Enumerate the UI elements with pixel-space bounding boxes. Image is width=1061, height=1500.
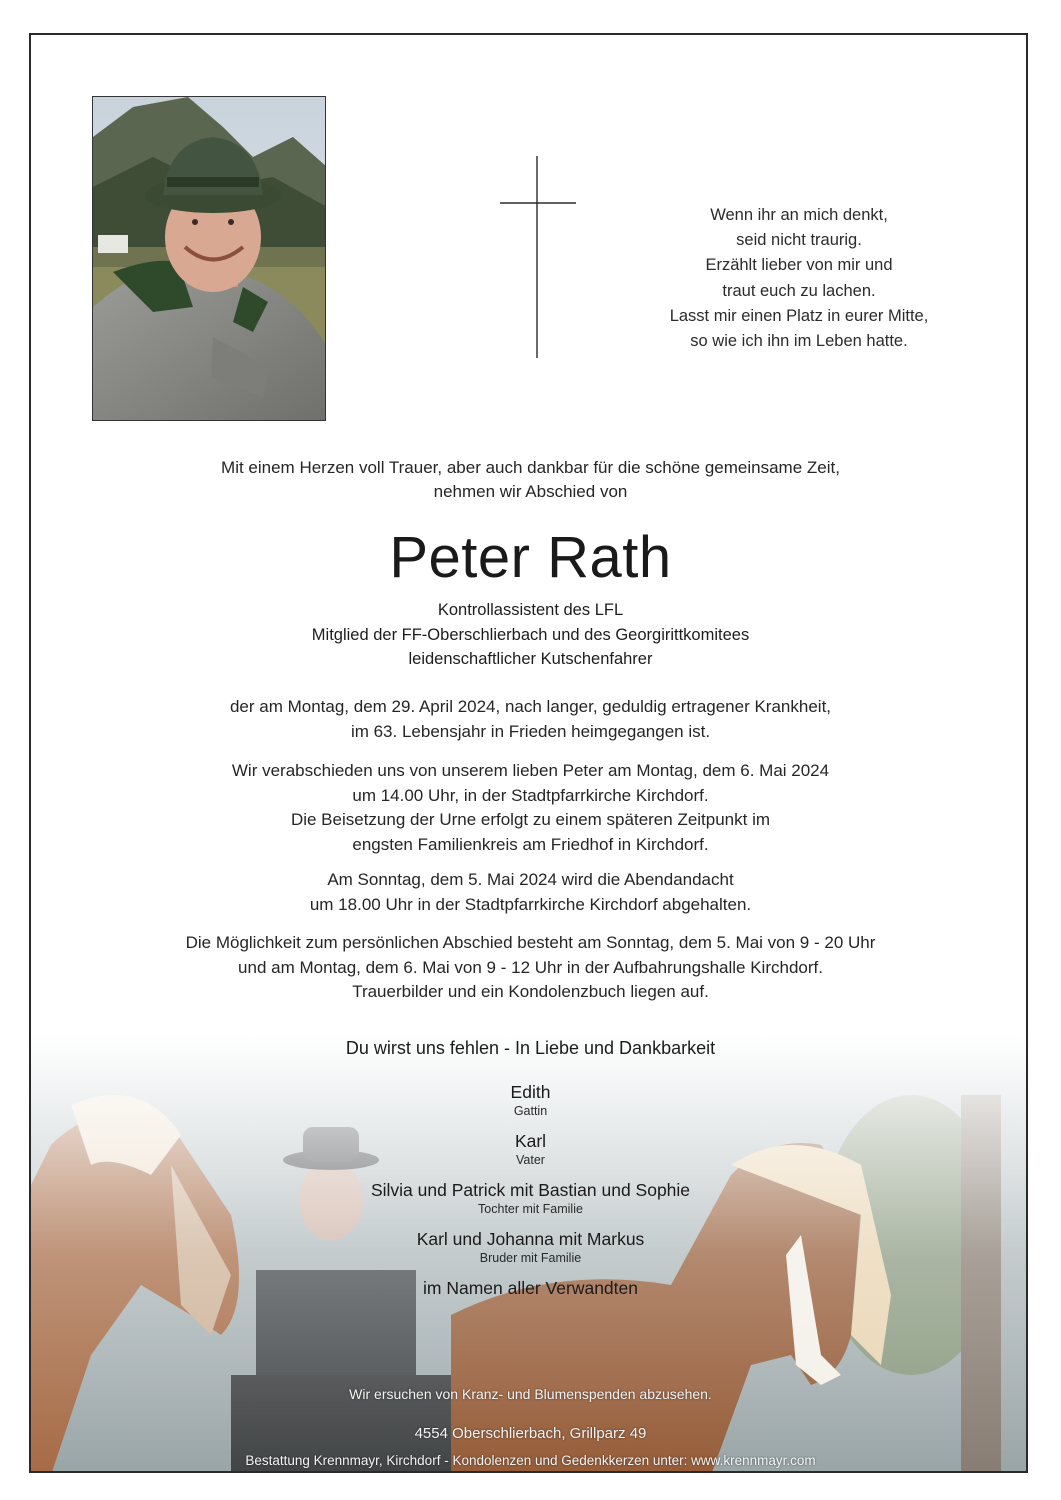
family-member xyxy=(31,1081,1028,1119)
role-line: Mitglied der FF-Oberschlierbach und des Georgirittkomitees xyxy=(311,625,750,644)
poem-line: traut euch zu lachen. xyxy=(722,281,876,300)
viewing-line: Trauerbilder und ein Kondolenzbuch liegen auf. xyxy=(352,982,709,1001)
farewell-line: Du wirst uns fehlen - In Liebe und Dankbarkeit xyxy=(345,1038,716,1058)
portrait-photo xyxy=(92,96,326,421)
member-name: Silvia und Patrick mit Bastian und Sophie xyxy=(370,1180,691,1200)
family-member xyxy=(31,1179,1028,1217)
role-line: leidenschaftlicher Kutschenfahrer xyxy=(408,650,653,668)
member-relation: Bruder mit Familie xyxy=(479,1251,582,1265)
death-notice xyxy=(31,695,1028,744)
address-line: 4554 Oberschlierbach, Grillparz 49 xyxy=(414,1425,647,1442)
intro-line: Mit einem Herzen voll Trauer, aber auch dankbar für die schöne gemeinsame Zeit, xyxy=(221,458,840,477)
family-member xyxy=(31,1228,1028,1266)
deceased-name: Peter Rath xyxy=(389,525,672,590)
prayer-line: Am Sonntag, dem 5. Mai 2024 wird die Abendandacht xyxy=(327,870,734,889)
role-line: Kontrollassistent des LFL xyxy=(437,601,624,619)
portrait-image xyxy=(93,97,326,421)
funeral-line: Die Beisetzung der Urne erfolgt zu einem späteren Zeitpunkt im xyxy=(290,810,771,829)
viewing-line: und am Montag, dem 6. Mai von 9 - 12 Uhr in der Aufbahrungshalle Kirchdorf. xyxy=(238,957,823,977)
poem-line: Wenn ihr an mich denkt, xyxy=(710,206,888,224)
poem-line: Lasst mir einen Platz in eurer Mitte, xyxy=(669,306,929,325)
footer-line: Bestattung Krennmayr, Kirchdorf - Kondolenzen und Gedenkkerzen unter: www.krennmayr.com xyxy=(245,1453,816,1468)
intro-line: nehmen wir Abschied von xyxy=(433,482,628,501)
funeral-line: um 14.00 Uhr, in der Stadtpfarrkirche Kirchdorf. xyxy=(352,785,709,805)
member-name: Karl xyxy=(514,1131,547,1151)
member-relation: Gattin xyxy=(513,1104,548,1118)
intro-text xyxy=(31,456,1028,504)
prayer-line: um 18.00 Uhr in der Stadtpfarrkirche Kirchdorf abgehalten. xyxy=(309,894,752,914)
all-relatives-line: im Namen aller Verwandten xyxy=(423,1278,638,1298)
member-name: Karl und Johanna mit Markus xyxy=(416,1229,645,1249)
member-relation: Vater xyxy=(516,1153,545,1167)
death-notice-line: der am Montag, dem 29. April 2024, nach langer, geduldig ertragener Krankheit, xyxy=(229,697,832,716)
family-member xyxy=(31,1130,1028,1168)
death-notice-line: im 63. Lebensjahr in Frieden heimgegangen ist. xyxy=(350,721,711,741)
poem-line: so wie ich ihn im Leben hatte. xyxy=(690,332,908,351)
poem-line: Erzählt lieber von mir und xyxy=(705,256,893,275)
family-list xyxy=(31,1081,1028,1300)
cross-icon xyxy=(500,156,576,358)
member-relation: Tochter mit Familie xyxy=(478,1202,583,1216)
funeral-info xyxy=(31,759,1028,857)
funeral-line: engsten Familienkreis am Friedhof in Kirchdorf. xyxy=(352,834,709,854)
deceased-roles xyxy=(31,598,1028,672)
poem-line: seid nicht traurig. xyxy=(736,231,862,250)
evening-prayer-info xyxy=(31,868,1028,917)
funeral-line: Wir verabschieden uns von unserem lieben Peter am Montag, dem 6. Mai 2024 xyxy=(231,761,830,780)
viewing-line: Die Möglichkeit zum persönlichen Abschied besteht am Sonntag, dem 5. Mai von 9 - 20 Uhr xyxy=(185,933,876,952)
flowers-notice: Wir ersuchen von Kranz- und Blumenspenden abzusehen. xyxy=(349,1386,712,1402)
memorial-poem xyxy=(631,203,967,354)
obituary-card xyxy=(29,33,1028,1473)
member-name: Edith xyxy=(510,1082,551,1102)
viewing-info xyxy=(31,931,1028,1005)
